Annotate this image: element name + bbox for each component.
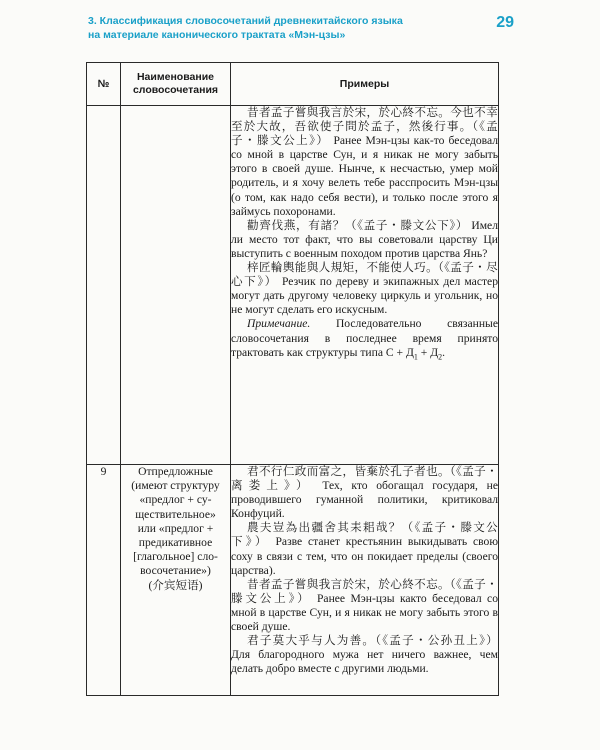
example-chinese: 勸齊伐燕，有諸？（《孟子・滕文公下》） [247,218,469,232]
column-header-name-line2: словосочетания [132,84,219,96]
example-translation: Имел ли место тот факт, что вы советовали царству Ци выступить с военным походом против царства Янь? [231,218,498,260]
examples-cell [231,106,499,465]
example-translation: Резчик по дереву и экипажных дел мастер могут дать другому человеку циркуль и угольник, но не могут сделать его искусным. [231,275,498,317]
note-end: . [442,345,446,359]
table-header-row [87,63,499,106]
row-name-line: восочетание») [140,564,211,578]
example-paragraph [231,521,498,577]
note-subscript-1: 1 [413,351,418,361]
note-paragraph [231,317,498,364]
column-header-name-line1: Наименование [136,71,215,83]
example-paragraph [231,261,498,317]
example-translation: Ранее Мэн-цзы както беседовал со мной в царстве Сун, и я никак не могу забыть этого в своей душе. [231,591,498,634]
row-name-line: (имеют структуру [131,479,220,493]
example-translation: Тех, кто обогащал государя, не проводившего гуманной политики, критиковал Конфуций. [231,479,498,521]
row-name-line: Отпредложные [138,465,213,478]
row-number-cell [87,106,121,465]
row-name-line: ществительное» [135,507,216,521]
row-name-line: предикативное [138,536,213,550]
examples-cell [231,465,499,696]
example-chinese: 君子莫大乎与人为善。（《孟子・公孙丑上》） [247,634,498,648]
note-text: Последовательно связанные словосочетания в последнее время принято трактовать как структуры типа С + Д [231,317,498,359]
example-chinese: 君不行仁政而富之，皆棄於孔子者也。（《孟子・离娄上》） [231,465,498,493]
classification-table [86,62,499,696]
row-name-line: «предлог + су- [139,493,212,507]
column-header-number: № [87,63,121,106]
row-name-cell [121,465,231,696]
note-label: Примечание. [247,317,311,331]
example-chinese: 昔者孟子嘗與我言於宋，於心終不忘。今也不幸至於大故，吾欲使子問於孟子，然後行事。（《孟子・滕文公上》） [231,106,498,148]
example-paragraph [231,634,498,676]
example-translation: Ранее Мэн-цзы как-то беседовал со мной в царстве Сун, и я никак не могу забыть этого в своей душе. Нынче, к несчастью, умер мой родитель, и я хочу велеть тебе расспросить Мэн-цзы (о том, как надо себя вести), и только после этого я займусь похоронами. [231,134,498,218]
example-translation: Для благородного мужа нет ничего важнее, чем делать добро вместе с другими людьми. [231,648,498,676]
column-header-name [121,63,231,106]
row-name-line: (介宾短语) [148,578,203,592]
running-header-line2: на материале канонического трактата «Мэн-цзы» [88,29,346,41]
row-name-cell [121,106,231,465]
row-number-cell: 9 [87,465,121,696]
example-chinese: 梓匠輪輿能與人規矩，不能使人巧。（《孟子・尽心下》） [231,261,498,289]
note-plus: + Д [417,345,439,359]
example-chinese: 昔者孟子嘗與我言於宋，於心終不忘。（《孟子・滕文公上》） [231,577,498,605]
running-header [88,14,508,42]
running-header-line1: 3. Классификация словосочетаний древнекитайского языка [88,15,403,27]
example-paragraph [231,578,498,634]
note-subscript-2: 2 [438,351,443,361]
example-translation: Разве станет крестьянин выкидывать свою соху в связи с тем, что он покидает пределы (своего царства). [231,535,498,577]
column-header-examples: Примеры [231,63,499,106]
row-name-line: или «предлог + [137,521,214,535]
row-name-line: [глагольное] сло- [133,550,218,564]
table-row [87,106,499,465]
table-row [87,465,499,696]
example-paragraph [231,465,498,521]
example-paragraph [231,219,498,261]
example-chinese: 農夫豈為出疆舍其耒耜哉？（《孟子・滕文公下》） [231,521,498,549]
page-number: 29 [496,14,514,31]
example-paragraph [231,106,498,219]
